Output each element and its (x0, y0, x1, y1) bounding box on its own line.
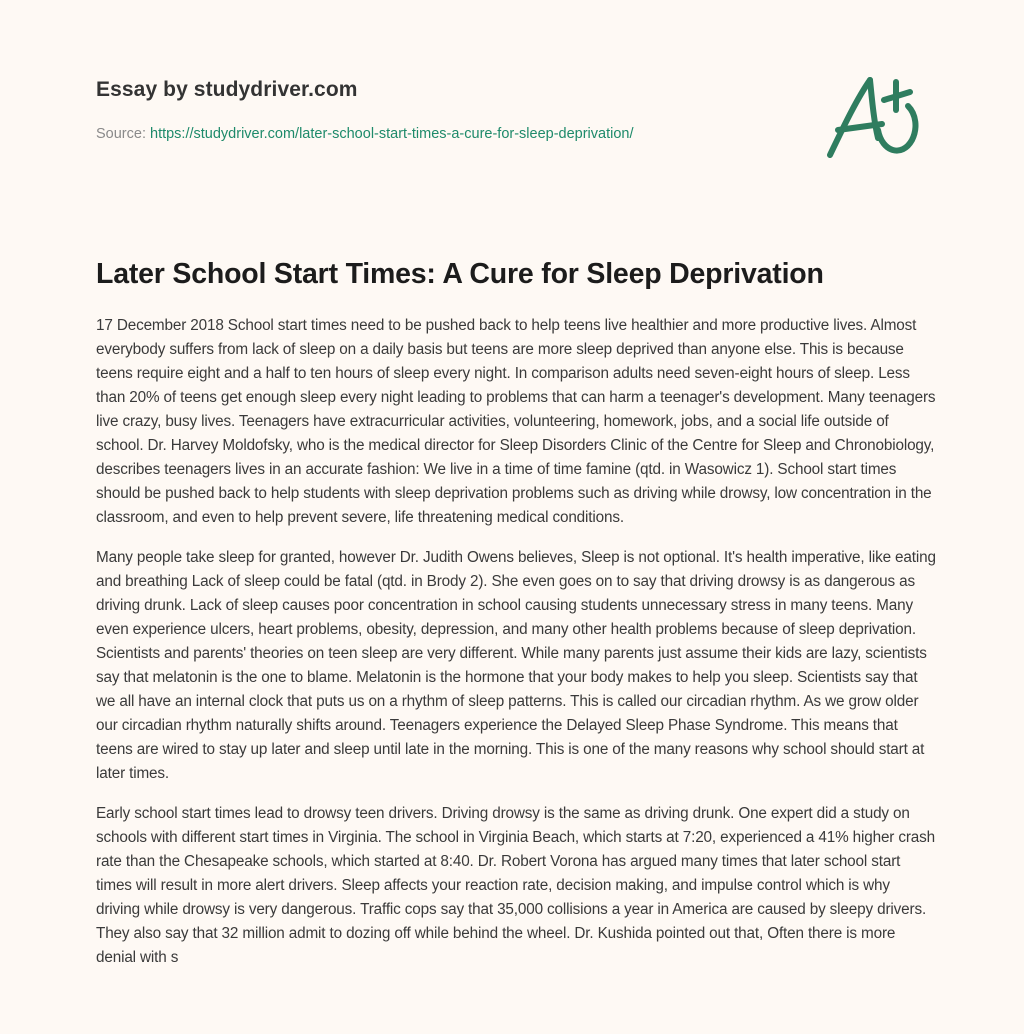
essay-paragraph-1: 17 December 2018 School start times need to be pushed back to help teens live healthier and more productive lives. Almost everybody suffers from lack of sleep on a daily basis but teens are more sleep deprived than anyone else. This is because teens require eight and a half to ten hours of sleep every night. In comparison adults need seven-eight hours of sleep. Less than 20% of teens get enough sleep every night leading to problems that can harm a teenager's development. Many teenagers live crazy, busy lives. Teenagers have extracurricular activities, volunteering, homework, jobs, and a social life outside of school. Dr. Harvey Moldofsky, who is the medical director for Sleep Disorders Clinic of the Centre for Sleep and Chronobiology, describes teenagers lives in an accurate fashion: We live in a time of time famine (qtd. in Wasowicz 1). School start times should be pushed back to help students with sleep deprivation problems such as driving while drowsy, low concentration in the classroom, and even to help prevent severe, life threatening medical conditions. (96, 317, 936, 526)
page-header (96, 74, 796, 144)
essay-paragraph-2: Many people take sleep for granted, however Dr. Judith Owens believes, Sleep is not optional. It's health imperative, like eating and breathing Lack of sleep could be fatal (qtd. in Brody 2). She even goes on to say that driving drowsy is as dangerous as driving drunk. Lack of sleep causes poor concentration in school causing students unnecessary stress in many teens. Many even experience ulcers, heart problems, obesity, depression, and many other health problems because of sleep deprivation. Scientists and parents' theories on teen sleep are very different. While many parents just assume their kids are lazy, scientists say that melatonin is the one to blame. Melatonin is the hormone that your body makes to help you sleep. Scientists say that we all have an internal clock that puts us on a rhythm of sleep patterns. This is called our circadian rhythm. As we grow older our circadian rhythm naturally shifts around. Teenagers experience the Delayed Sleep Phase Syndrome. This means that teens are wired to stay up later and sleep until late in the morning. This is one of the many reasons why school should start at later times. (96, 549, 936, 782)
essay-body (96, 314, 936, 986)
essay-paragraph-3: Early school start times lead to drowsy teen drivers. Driving drowsy is the same as driving drunk. One expert did a study on schools with different start times in Virginia. The school in Virginia Beach, which starts at 7:20, experienced a 41% higher crash rate than the Chesapeake schools, which started at 8:40. Dr. Robert Vorona has argued many times that later school start times will result in more alert drivers. Sleep affects your reaction rate, decision making, and impulse control which is why driving while drowsy is very dangerous. Traffic cops say that 35,000 collisions a year in America are caused by sleepy drivers. They also say that 32 million admit to dozing off while behind the wheel. Dr. Kushida pointed out that, Often there is more denial with s (96, 805, 936, 966)
source-line (96, 124, 796, 144)
essay-title: Later School Start Times: A Cure for Sleep Deprivation (96, 258, 824, 290)
source-link[interactable]: https://studydriver.com/later-school-start-times-a-cure-for-sleep-deprivation/ (150, 126, 634, 142)
a-plus-logo-icon (820, 70, 930, 165)
source-label: Source: (96, 126, 150, 142)
brand-heading: Essay by studydriver.com (96, 78, 358, 101)
